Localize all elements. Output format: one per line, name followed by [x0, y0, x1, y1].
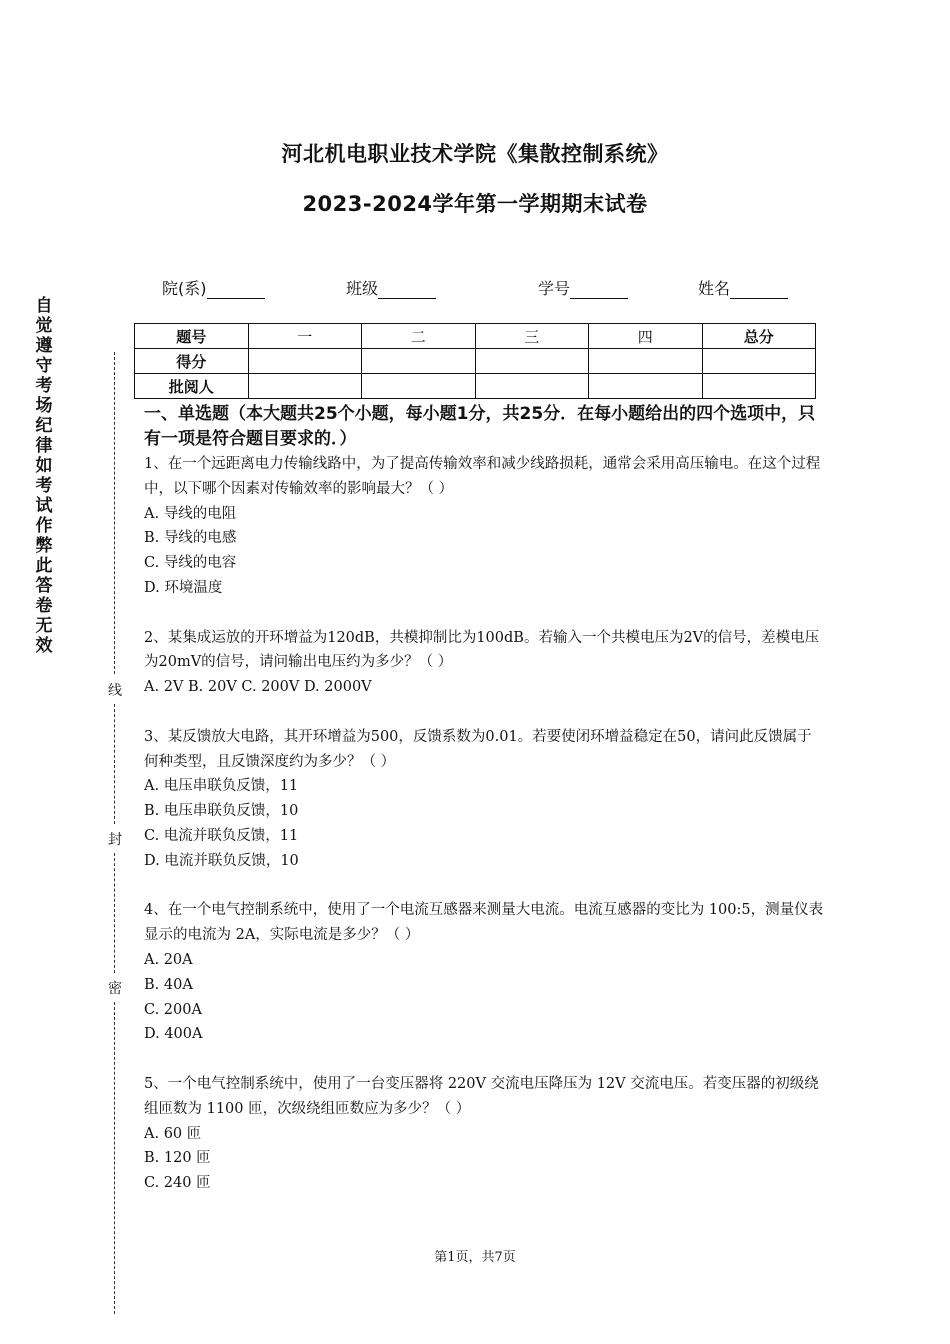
score-table-header-row [135, 324, 816, 349]
score-row [135, 349, 816, 374]
question-text: 4、在一个电气控制系统中，使用了一个电流互感器来测量大电流。电流互感器的变比为 100:5，测量仪表显示的电流为 2A，实际电流是多少？（ ） [144, 902, 824, 944]
option-c[interactable]: C. 导线的电容 [144, 555, 237, 572]
option-c[interactable]: C. 240 匝 [144, 1175, 211, 1192]
grader-row [135, 374, 816, 399]
option-a[interactable]: A. 20A [144, 951, 193, 968]
binding-dash-line [114, 352, 115, 674]
student-id-field [538, 276, 628, 299]
score-row-label: 得分 [135, 349, 249, 374]
question-4 [144, 898, 824, 1047]
option-a[interactable]: A. 电压串联负反馈，11 [144, 778, 299, 795]
score-cell[interactable] [702, 349, 816, 374]
option-c[interactable]: C. 200A [144, 1001, 202, 1018]
option-b[interactable]: B. 导线的电感 [144, 530, 237, 547]
table-header-cell: 题号 [135, 324, 249, 349]
section-heading: 一、单选题（本大题共25个小题，每小题1分，共25分．在每小题给出的四个选项中，只有一项是符合题目要求的．） [144, 404, 816, 449]
class-label: 班级 [346, 279, 379, 298]
name-field [698, 276, 788, 299]
table-header-cell: 二 [362, 324, 476, 349]
option-d[interactable]: D. 环境温度 [144, 579, 223, 596]
binding-dash-line [114, 853, 115, 973]
binding-char-seal: 封 [106, 829, 124, 849]
name-blank[interactable] [730, 282, 788, 299]
option-a[interactable]: A. 60 匝 [144, 1125, 202, 1142]
option-b[interactable]: B. 120 匝 [144, 1150, 211, 1167]
grader-cell[interactable] [248, 374, 362, 399]
question-text: 3、某反馈放大电路，其开环增益为500，反馈系数为0.01。若要使闭环增益稳定在50，请问此反馈属于何种类型，且反馈深度约为多少？（ ） [144, 728, 812, 770]
class-field [346, 276, 436, 299]
grader-row-label: 批阅人 [135, 374, 249, 399]
table-header-cell: 四 [589, 324, 703, 349]
binding-char-line: 线 [106, 680, 124, 700]
grader-cell[interactable] [589, 374, 703, 399]
exam-discipline-warning: 自觉遵守考场纪律如考试作弊此答卷无效 [35, 296, 53, 656]
option-a[interactable]: A. 导线的电阻 [144, 505, 237, 522]
student-id-blank[interactable] [570, 282, 628, 299]
question-text: 1、在一个远距离电力传输线路中，为了提高传输效率和减少线路损耗，通常会采用高压输电。在这个过程中，以下哪个因素对传输效率的影响最大？（ ） [144, 456, 821, 497]
question-list [144, 452, 824, 1196]
option-b[interactable]: B. 40A [144, 976, 193, 993]
table-header-cell: 三 [475, 324, 589, 349]
department-label: 院(系) [162, 279, 207, 298]
table-header-cell: 一 [248, 324, 362, 349]
option-c[interactable]: C. 电流并联负反馈，11 [144, 827, 299, 844]
table-header-cell: 总分 [702, 324, 816, 349]
question-3 [144, 725, 824, 874]
binding-dash-line [114, 1002, 115, 1314]
exam-title-line1: 河北机电职业技术学院《集散控制系统》 [281, 142, 669, 166]
score-cell[interactable] [589, 349, 703, 374]
question-text: 5、一个电气控制系统中，使用了一台变压器将 220V 交流电压降压为 12V 交流电压。若变压器的初级绕组匝数为 1100 匝，次级绕组匝数应为多少？（ ） [144, 1075, 819, 1117]
question-text: 2、某集成运放的开环增益为120dB，共模抑制比为100dB。若输入一个共模电压为2V的信号，差模电压为20mV的信号，请问输出电压约为多少？（ ） [144, 629, 820, 671]
page-number: 第1页，共7页 [434, 1250, 516, 1265]
score-cell[interactable] [248, 349, 362, 374]
option-d[interactable]: D. 电流并联负反馈，10 [144, 852, 299, 869]
grader-cell[interactable] [702, 374, 816, 399]
score-cell[interactable] [362, 349, 476, 374]
exam-title-line2: 2023-2024学年第一学期期末试卷 [302, 192, 648, 216]
option-b[interactable]: B. 电压串联负反馈，10 [144, 803, 299, 820]
question-5 [144, 1072, 824, 1196]
score-cell[interactable] [475, 349, 589, 374]
grader-cell[interactable] [475, 374, 589, 399]
department-blank[interactable] [207, 282, 265, 299]
binding-dash-line [114, 704, 115, 824]
class-blank[interactable] [378, 282, 436, 299]
department-field [162, 276, 265, 299]
name-label: 姓名 [698, 279, 731, 298]
option-line[interactable]: A. 2V B. 20V C. 200V D. 2000V [144, 679, 372, 696]
question-2 [144, 626, 824, 700]
score-table [134, 323, 816, 399]
question-1 [144, 452, 824, 601]
student-id-label: 学号 [538, 279, 571, 298]
option-d[interactable]: D. 400A [144, 1026, 203, 1043]
binding-char-secret: 密 [106, 978, 124, 998]
grader-cell[interactable] [362, 374, 476, 399]
